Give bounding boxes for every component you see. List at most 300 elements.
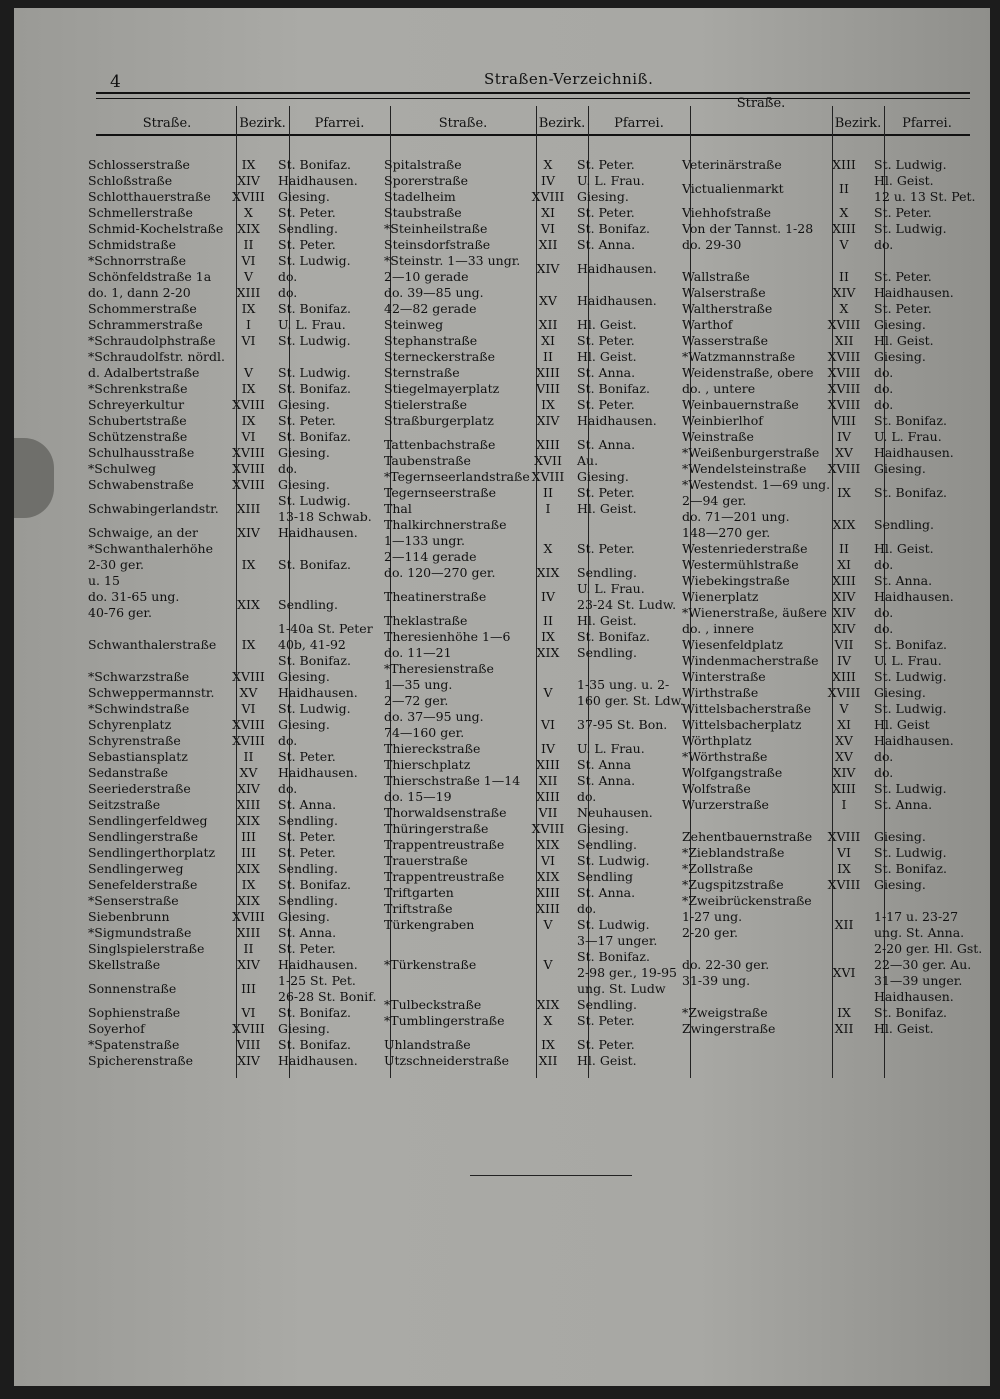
district-number: V — [543, 957, 553, 972]
district-number: XVIII — [531, 469, 565, 484]
district-number: IX — [241, 381, 256, 396]
district-number: VII — [834, 637, 854, 652]
district-number: II — [243, 749, 254, 764]
district-number: VI — [541, 717, 555, 732]
parish-name: 40b, 41-92 — [278, 637, 346, 652]
street-name: Sendlingerweg — [88, 861, 184, 876]
parish-name: St. Peter. — [577, 1037, 635, 1052]
header-pfarrei: Pfarrei. — [314, 116, 365, 131]
parish-name: ung. St. Ludw — [577, 981, 666, 996]
district-number: XIX — [237, 861, 260, 876]
street-name: *Tulbeckstraße — [384, 997, 482, 1012]
street-name: Warthof — [682, 317, 733, 332]
parish-name: St. Peter. — [577, 205, 635, 220]
parish-name: St. Bonifaz. — [874, 485, 947, 500]
street-name: Wittelsbacherplatz — [682, 717, 802, 732]
district-number: XVIII — [827, 829, 861, 844]
district-number: VII — [538, 805, 558, 820]
parish-name: 22—30 ger. Au. — [874, 957, 972, 972]
parish-name: do. — [874, 605, 894, 620]
street-name: Triftgarten — [384, 885, 454, 900]
street-name: Wirthstraße — [682, 685, 759, 700]
parish-name: St. Peter. — [278, 845, 336, 860]
district-number: VI — [241, 253, 256, 268]
district-number: VIII — [536, 381, 560, 396]
street-name: *Zweigstraße — [682, 1005, 768, 1020]
parish-name: 2-98 ger., 19-95 — [577, 965, 678, 980]
parish-name: St. Anna. — [577, 773, 636, 788]
street-name: Von der Tannst. 1-28 — [682, 221, 814, 236]
parish-name: Giesing. — [874, 461, 926, 476]
district-number: XIII — [536, 901, 560, 916]
district-number: VI — [541, 221, 555, 236]
street-name: 31-39 ung. — [682, 973, 751, 988]
street-name: Utzschneiderstraße — [384, 1053, 510, 1068]
district-number: VI — [241, 429, 256, 444]
street-name: 2—10 gerade — [384, 269, 469, 284]
street-name: Sendlingerthorplatz — [88, 845, 216, 860]
parish-name: Neuhausen. — [577, 805, 653, 820]
district-number: XVIII — [232, 717, 265, 732]
street-name: Trappentreustraße — [384, 869, 505, 884]
district-number: XIII — [236, 501, 261, 516]
street-name: do. 120—270 ger. — [384, 565, 496, 580]
parish-name: St. Peter. — [874, 269, 932, 284]
parish-name: St. Ludwig. — [874, 845, 947, 860]
parish-name: St. Bonifaz. — [874, 861, 947, 876]
district-number: VI — [241, 701, 256, 716]
parish-name: Giesing. — [278, 189, 330, 204]
parish-name: 1-40a St. Peter — [278, 621, 373, 636]
parish-name: St. Peter. — [874, 301, 932, 316]
street-name: Stephanstraße — [384, 333, 478, 348]
parish-name: Giesing. — [278, 445, 330, 460]
district-number: XVIII — [232, 1021, 265, 1036]
street-name: Schloßstraße — [88, 173, 173, 188]
street-name: do. 37—95 ung. — [384, 709, 484, 724]
district-number: II — [839, 181, 849, 196]
district-number: IX — [837, 485, 851, 500]
parish-name: St. Bonifaz. — [577, 629, 650, 644]
street-name: Triftstraße — [384, 901, 453, 916]
district-number: IX — [241, 413, 256, 428]
parish-name: Sendling. — [278, 893, 339, 908]
district-number: IV — [837, 429, 851, 444]
header-bezirk: Bezirk. — [834, 116, 882, 131]
district-number: XI — [541, 333, 555, 348]
district-number: XVIII — [827, 685, 861, 700]
district-number: XIII — [832, 781, 856, 796]
street-name: Westenriederstraße — [682, 541, 808, 556]
district-number: XVIII — [531, 189, 565, 204]
street-name: Theresienhöhe 1—6 — [384, 629, 511, 644]
parish-name: Hl. Geist. — [577, 349, 637, 364]
parish-name: St. Peter. — [577, 333, 635, 348]
parish-name: Giesing. — [577, 821, 629, 836]
parish-name: 1-35 ung. u. 2- — [577, 677, 670, 692]
parish-name: Sendling. — [577, 565, 638, 580]
street-name: Wiesenfeldplatz — [682, 637, 783, 652]
district-number: XV — [239, 765, 258, 780]
header-pfarrei: Pfarrei. — [902, 116, 952, 131]
street-name: *Schnorrstraße — [88, 253, 187, 268]
street-name: Schyrenplatz — [88, 717, 172, 732]
street-name: Stiegelmayerplatz — [384, 381, 500, 396]
street-name: Schwaige, an der — [88, 525, 198, 540]
district-number: IV — [541, 589, 555, 604]
district-number: IX — [241, 157, 256, 172]
parish-name: St. Peter. — [577, 157, 635, 172]
parish-name: St. Ludwig. — [874, 669, 947, 684]
street-name: Sonnenstraße — [88, 981, 177, 996]
parish-name: Haidhausen. — [278, 525, 358, 540]
district-number: IV — [541, 741, 555, 756]
street-name: 2—114 gerade — [384, 549, 477, 564]
parish-name: Haidhausen. — [278, 173, 358, 188]
district-number: IX — [241, 877, 256, 892]
street-name: 2—94 ger. — [682, 493, 747, 508]
parish-name: Haidhausen. — [874, 733, 954, 748]
parish-name: U. L. Frau. — [577, 741, 645, 756]
street-name: *Sigmundstraße — [88, 925, 192, 940]
street-name: Weidenstraße, obere — [682, 365, 814, 380]
district-number: V — [839, 701, 849, 716]
street-name: do. , untere — [682, 381, 756, 396]
parish-name: Hl. Geist. — [874, 333, 934, 348]
district-number: II — [243, 941, 254, 956]
street-name: Zwingerstraße — [682, 1021, 776, 1036]
parish-name: Haidhausen. — [577, 293, 657, 308]
district-number: X — [543, 1013, 553, 1028]
district-number: III — [241, 981, 256, 996]
parish-name: Haidhausen. — [874, 445, 954, 460]
parish-name: St. Ludwig. — [278, 333, 351, 348]
parish-name: Giesing. — [278, 717, 330, 732]
parish-name: Giesing. — [577, 469, 629, 484]
street-name: *Watzmannstraße — [682, 349, 796, 364]
district-number: XIII — [236, 925, 261, 940]
parish-name: do. — [278, 285, 298, 300]
district-number: XIX — [536, 997, 560, 1012]
parish-name: Giesing. — [278, 397, 330, 412]
district-number: XV — [835, 733, 853, 748]
district-number: XIX — [536, 869, 560, 884]
parish-name: Hl. Geist. — [874, 541, 934, 556]
parish-name: Hl. Geist. — [577, 501, 637, 516]
parish-name: St. Ludwig. — [874, 701, 947, 716]
street-name: *Schrenkstraße — [88, 381, 188, 396]
district-number: XIII — [832, 573, 856, 588]
street-name: Sterneckerstraße — [384, 349, 495, 364]
street-name: 2-20 ger. — [682, 925, 739, 940]
parish-name: St. Anna. — [874, 797, 933, 812]
parish-name: St. Bonifaz. — [278, 877, 351, 892]
district-number: XIII — [236, 285, 261, 300]
parish-name: St. Anna. — [577, 365, 636, 380]
district-number: XIX — [536, 565, 560, 580]
district-number: XII — [834, 917, 854, 932]
district-number: XIV — [832, 285, 856, 300]
street-name: Straßburgerplatz — [384, 413, 494, 428]
parish-name: 2-20 ger. Hl. Gst. — [874, 941, 983, 956]
street-name: *Zweibrückenstraße — [682, 893, 812, 908]
street-name: Singlspielerstraße — [88, 941, 205, 956]
parish-name: do. — [278, 733, 298, 748]
header-strasse: Straße. — [438, 116, 488, 131]
street-name: do. 11—21 — [384, 645, 452, 660]
street-name: 1—133 ungr. — [384, 533, 465, 548]
district-number: VI — [541, 853, 555, 868]
parish-name: St. Anna. — [577, 237, 636, 252]
parish-name: Giesing. — [874, 317, 926, 332]
parish-name: do. — [278, 781, 298, 796]
district-number: XIV — [237, 1053, 260, 1068]
district-number: IX — [541, 397, 555, 412]
parish-name: St. Peter. — [577, 541, 635, 556]
district-number: II — [543, 349, 553, 364]
street-name: Schulhausstraße — [88, 445, 195, 460]
street-name: Siebenbrunn — [88, 909, 170, 924]
parish-name: do. — [278, 269, 298, 284]
district-number: XIV — [832, 621, 856, 636]
district-number: XI — [541, 205, 555, 220]
street-name: Schubertstraße — [88, 413, 187, 428]
street-name: Steinsdorfstraße — [384, 237, 491, 252]
street-name: Soyerhof — [88, 1021, 145, 1036]
district-number: XIV — [237, 781, 260, 796]
parish-name: St. Bonifaz. — [278, 1037, 351, 1052]
district-number: XVIII — [827, 877, 861, 892]
district-number: IX — [241, 637, 256, 652]
district-number: XIV — [237, 525, 260, 540]
parish-name: St. Peter. — [577, 485, 635, 500]
street-name: Sebastiansplatz — [88, 749, 188, 764]
district-number: III — [241, 845, 256, 860]
district-number: XVI — [832, 965, 856, 980]
district-number: IV — [837, 653, 851, 668]
street-name: Wolfstraße — [682, 781, 751, 796]
district-number: XVIII — [232, 461, 265, 476]
street-name: Stadelheim — [384, 189, 456, 204]
parish-name: 160 ger. St. Ldw. — [577, 693, 684, 708]
district-number: II — [243, 237, 254, 252]
parish-name: St. Bonifaz. — [874, 1005, 947, 1020]
street-name: *Schraudolfstr. nördl. — [88, 349, 226, 364]
parish-name: do. — [874, 749, 894, 764]
street-name: Stielerstraße — [384, 397, 467, 412]
top-rule — [96, 92, 970, 94]
street-name: Wittelsbacherstraße — [682, 701, 811, 716]
street-name: Veterinärstraße — [682, 157, 782, 172]
street-name: *Senserstraße — [88, 893, 179, 908]
parish-name: do. — [874, 557, 894, 572]
parish-name: Hl. Geist. — [874, 1021, 934, 1036]
street-name: *Zugspitzstraße — [682, 877, 784, 892]
district-number: XV — [239, 685, 258, 700]
parish-name: Haidhausen. — [874, 589, 954, 604]
parish-name: 1-25 St. Pet. — [278, 973, 356, 988]
district-number: XIX — [237, 597, 260, 612]
parish-name: Sendling — [577, 869, 634, 884]
parish-name: Sendling. — [278, 861, 339, 876]
street-name: do. 71—201 ung. — [682, 509, 790, 524]
district-number: XI — [837, 557, 851, 572]
street-name: Thüringerstraße — [384, 821, 489, 836]
district-number: X — [244, 205, 253, 220]
district-number: XV — [835, 445, 853, 460]
district-number: XVIII — [232, 397, 265, 412]
district-number: XII — [538, 237, 558, 252]
street-name: Schmellerstraße — [88, 205, 193, 220]
street-name: Thalkirchnerstraße — [384, 517, 507, 532]
district-number: XVIII — [232, 909, 265, 924]
street-name: do. 15—19 — [384, 789, 452, 804]
parish-name: Haidhausen. — [874, 989, 954, 1004]
parish-name: do. — [577, 901, 597, 916]
parish-name: Hl. Geist. — [874, 173, 934, 188]
street-name: *Schwindstraße — [88, 701, 190, 716]
district-number: I — [841, 797, 847, 812]
street-name: Taubenstraße — [384, 453, 471, 468]
parish-name: Giesing. — [278, 909, 330, 924]
district-number: XVIII — [232, 669, 265, 684]
parish-name: St. Anna. — [874, 573, 933, 588]
district-number: V — [243, 365, 254, 380]
street-name: Schlosserstraße — [88, 157, 190, 172]
parish-name: do. — [874, 365, 894, 380]
street-name: u. 15 — [88, 573, 120, 588]
parish-name: St. Ludwig. — [874, 221, 947, 236]
street-name: *Tegernseerlandstraße — [384, 469, 530, 484]
street-name: Spitalstraße — [384, 157, 462, 172]
street-name: d. Adalbertstraße — [88, 365, 200, 380]
parish-name: 23-24 St. Ludw. — [577, 597, 677, 612]
street-name: do. 22-30 ger. — [682, 957, 770, 972]
district-number: X — [839, 205, 849, 220]
parish-name: St. Ludwig. — [278, 701, 351, 716]
district-number: X — [543, 541, 553, 556]
street-name: Seeriederstraße — [88, 781, 191, 796]
parish-name: St. Bonifaz. — [874, 637, 947, 652]
street-name: *Schulweg — [88, 461, 157, 476]
parish-name: Sendling. — [577, 837, 638, 852]
street-name: Schönfeldstraße 1a — [88, 269, 212, 284]
parish-name: St. Peter. — [874, 205, 932, 220]
street-name: Viehhofstraße — [682, 205, 772, 220]
district-number: XIII — [536, 757, 560, 772]
page-sheet — [14, 8, 990, 1386]
parish-name: St. Peter. — [278, 829, 336, 844]
parish-name: St. Bonifaz. — [577, 221, 650, 236]
district-number: V — [543, 917, 553, 932]
parish-name: 1-17 u. 23-27 — [874, 909, 959, 924]
district-number: VI — [241, 333, 256, 348]
street-name: Seitzstraße — [88, 797, 161, 812]
street-name: Sophienstraße — [88, 1005, 181, 1020]
end-rule — [470, 1175, 632, 1176]
parish-name: Sendling. — [278, 221, 339, 236]
district-number: XIV — [832, 765, 856, 780]
district-number: X — [839, 301, 849, 316]
top-rule-thin — [96, 98, 970, 99]
street-name: Schmidstraße — [88, 237, 177, 252]
parish-name: 37-95 St. Bon. — [577, 717, 668, 732]
parish-name: Haidhausen. — [278, 765, 358, 780]
parish-name: St. Ludwig. — [874, 157, 947, 172]
parish-name: St. Bonifaz. — [278, 653, 351, 668]
district-number: XIX — [237, 813, 260, 828]
street-name: 2-30 ger. — [88, 557, 145, 572]
district-number: IX — [241, 301, 256, 316]
street-name: Schommerstraße — [88, 301, 197, 316]
street-name: Windenmacherstraße — [682, 653, 819, 668]
parish-name: Sendling. — [577, 997, 638, 1012]
district-number: XIII — [536, 789, 560, 804]
street-name: Weinbierlhof — [682, 413, 763, 428]
parish-name: St. Peter. — [278, 413, 336, 428]
street-name: Trauerstraße — [384, 853, 468, 868]
street-name: Schwabenstraße — [88, 477, 194, 492]
header-bezirk: Bezirk. — [538, 116, 586, 131]
parish-name: St. Bonifaz. — [577, 949, 650, 964]
street-name: Schrammerstraße — [88, 317, 203, 332]
district-number: XIII — [536, 437, 560, 452]
district-number: IX — [837, 861, 851, 876]
street-name: Schmid-Kochelstraße — [88, 221, 224, 236]
district-number: XVIII — [827, 317, 861, 332]
district-number: VIII — [832, 413, 856, 428]
district-number: IX — [541, 1037, 555, 1052]
district-number: XIII — [832, 669, 856, 684]
parish-name: St. Bonifaz. — [278, 1005, 351, 1020]
street-name: 148—270 ger. — [682, 525, 771, 540]
district-number: XVIII — [827, 381, 861, 396]
street-name: *Zollstraße — [682, 861, 754, 876]
header-strasse: Straße. — [736, 96, 786, 111]
district-number: XVIII — [827, 461, 861, 476]
parish-name: Haidhausen. — [278, 685, 358, 700]
district-number: XIV — [237, 957, 260, 972]
district-number: II — [543, 485, 553, 500]
district-number: XII — [834, 1021, 854, 1036]
street-name: Thierschplatz — [384, 757, 471, 772]
district-number: XIV — [832, 589, 856, 604]
street-name: Wiebekingstraße — [682, 573, 790, 588]
street-name: *Schwanthalerhöhe — [88, 541, 213, 556]
parish-name: St. Anna. — [577, 885, 636, 900]
parish-name: Haidhausen. — [577, 261, 657, 276]
street-name: Wienerplatz — [682, 589, 759, 604]
street-name: Weinbauernstraße — [682, 397, 799, 412]
street-name: *Steinheilstraße — [384, 221, 488, 236]
parish-name: do. — [874, 237, 894, 252]
street-name: Theklastraße — [384, 613, 468, 628]
parish-name: Giesing. — [278, 477, 330, 492]
district-number: XIII — [832, 221, 856, 236]
street-name: Tegernseerstraße — [384, 485, 496, 500]
parish-name: U. L. Frau. — [278, 317, 346, 332]
street-name: 40-76 ger. — [88, 605, 152, 620]
street-name: do. 31-65 ung. — [88, 589, 180, 604]
header-rule — [96, 134, 970, 136]
district-number: XIII — [536, 885, 560, 900]
district-number: VI — [837, 845, 851, 860]
street-name: 1-27 ung. — [682, 909, 743, 924]
street-name: Westermühlstraße — [682, 557, 799, 572]
street-name: Sedanstraße — [88, 765, 169, 780]
street-name: Sendlingerstraße — [88, 829, 199, 844]
parish-name: do. — [874, 621, 894, 636]
